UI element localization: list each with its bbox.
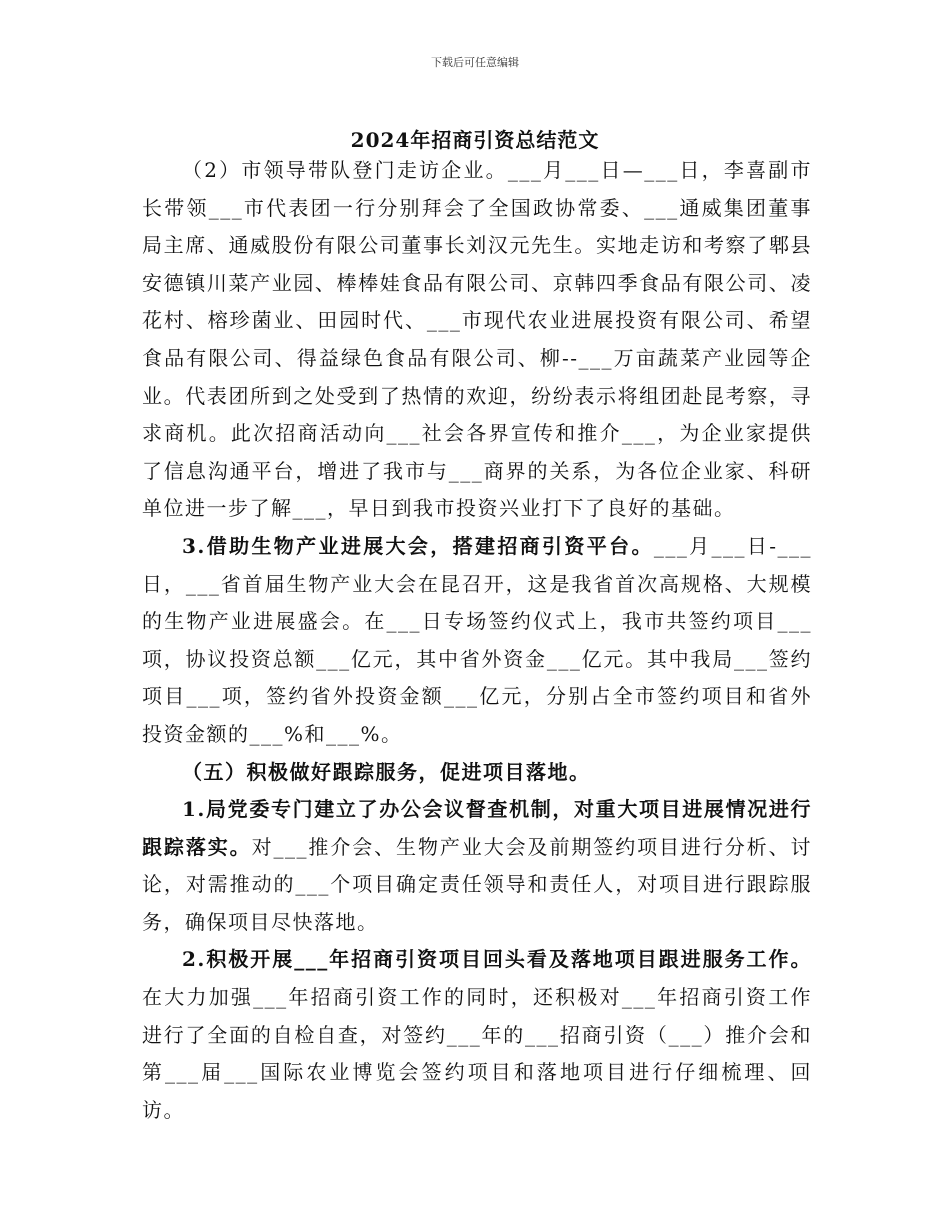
paragraph-text: （2）市领导带队登门走访企业。___月___日—___日，李喜副市长带领___市代表团一行分别拜会了全国政协常委、___通威集团董事局主席、通威股份有限公司董事长刘汉元先生。实地走访和考察了郫县安德镇川菜产业园、棒棒娃食品有限公司、京韩四季食品有限公司、凌花村、榕珍菌业、田园时代、___市现代农业进展投资有限公司、希望食品有限公司、得益绿色食品有限公司、柳--___万亩蔬菜产业园等企业。代表团所到之处受到了热情的欢迎，纷纷表示将组团赴昆考察，寻求商机。此次招商活动向___社会各界宣传和推介___，为企业家提供了信息沟通平台，增进了我市与___商界的关系，为各位企业家、科研单位进一步了解___，早日到我市投资兴业打下了良好的基础。 bbox=[142, 158, 812, 521]
paragraph-text: 对___推介会、生物产业大会及前期签约项目进行分析、讨论，对需推动的___个项目确定责任领导和责任人，对项目进行跟踪服务，确保项目尽快落地。 bbox=[142, 834, 813, 934]
section-heading-follow-up-service bbox=[142, 754, 812, 792]
page-header-note: 下载后可任意编辑 bbox=[431, 56, 519, 69]
paragraph-heading: 2.积极开展___年招商引资项目回头看及落地项目跟进服务工作。 bbox=[182, 947, 812, 972]
section-heading-text: （五）积极做好跟踪服务，促进项目落地。 bbox=[182, 759, 591, 784]
document-body bbox=[142, 152, 812, 1129]
paragraph-text: ___月___日-___日，___省首届生物产业大会在昆召开，这是我省首次高规格、大规模的生物产业进展盛会。在___日专场签约仪式上，我市共签约项目___项，协议投资总额___亿元，其中省外资金___亿元。其中我局___签约项目___项，签约省外投资金额___亿元，分别占全市签约项目和省外投资金额的___%和___%。 bbox=[142, 533, 812, 746]
paragraph-city-leaders-visit bbox=[142, 152, 812, 528]
paragraph-heading: 3.借助生物产业进展大会，搭建招商引资平台。 bbox=[182, 533, 654, 558]
paragraph-heading: 1.局党委专门建立了办公会议督查机制，对重大项目进展情况进行跟踪落实。 bbox=[142, 797, 812, 859]
paragraph-project-review bbox=[142, 941, 812, 1129]
paragraph-text: 在大力加强___年招商引资工作的同时，还积极对___年招商引资工作进行了全面的自检自查，对签约___年的___招商引资（___）推介会和第___届___国际农业博览会签约项目和落地项目进行仔细梳理、回访。 bbox=[142, 985, 812, 1122]
paragraph-bio-industry-conference bbox=[142, 528, 812, 754]
paragraph-supervision-mechanism bbox=[142, 791, 812, 941]
document-title: 2024年招商引资总结范文 bbox=[350, 128, 600, 152]
